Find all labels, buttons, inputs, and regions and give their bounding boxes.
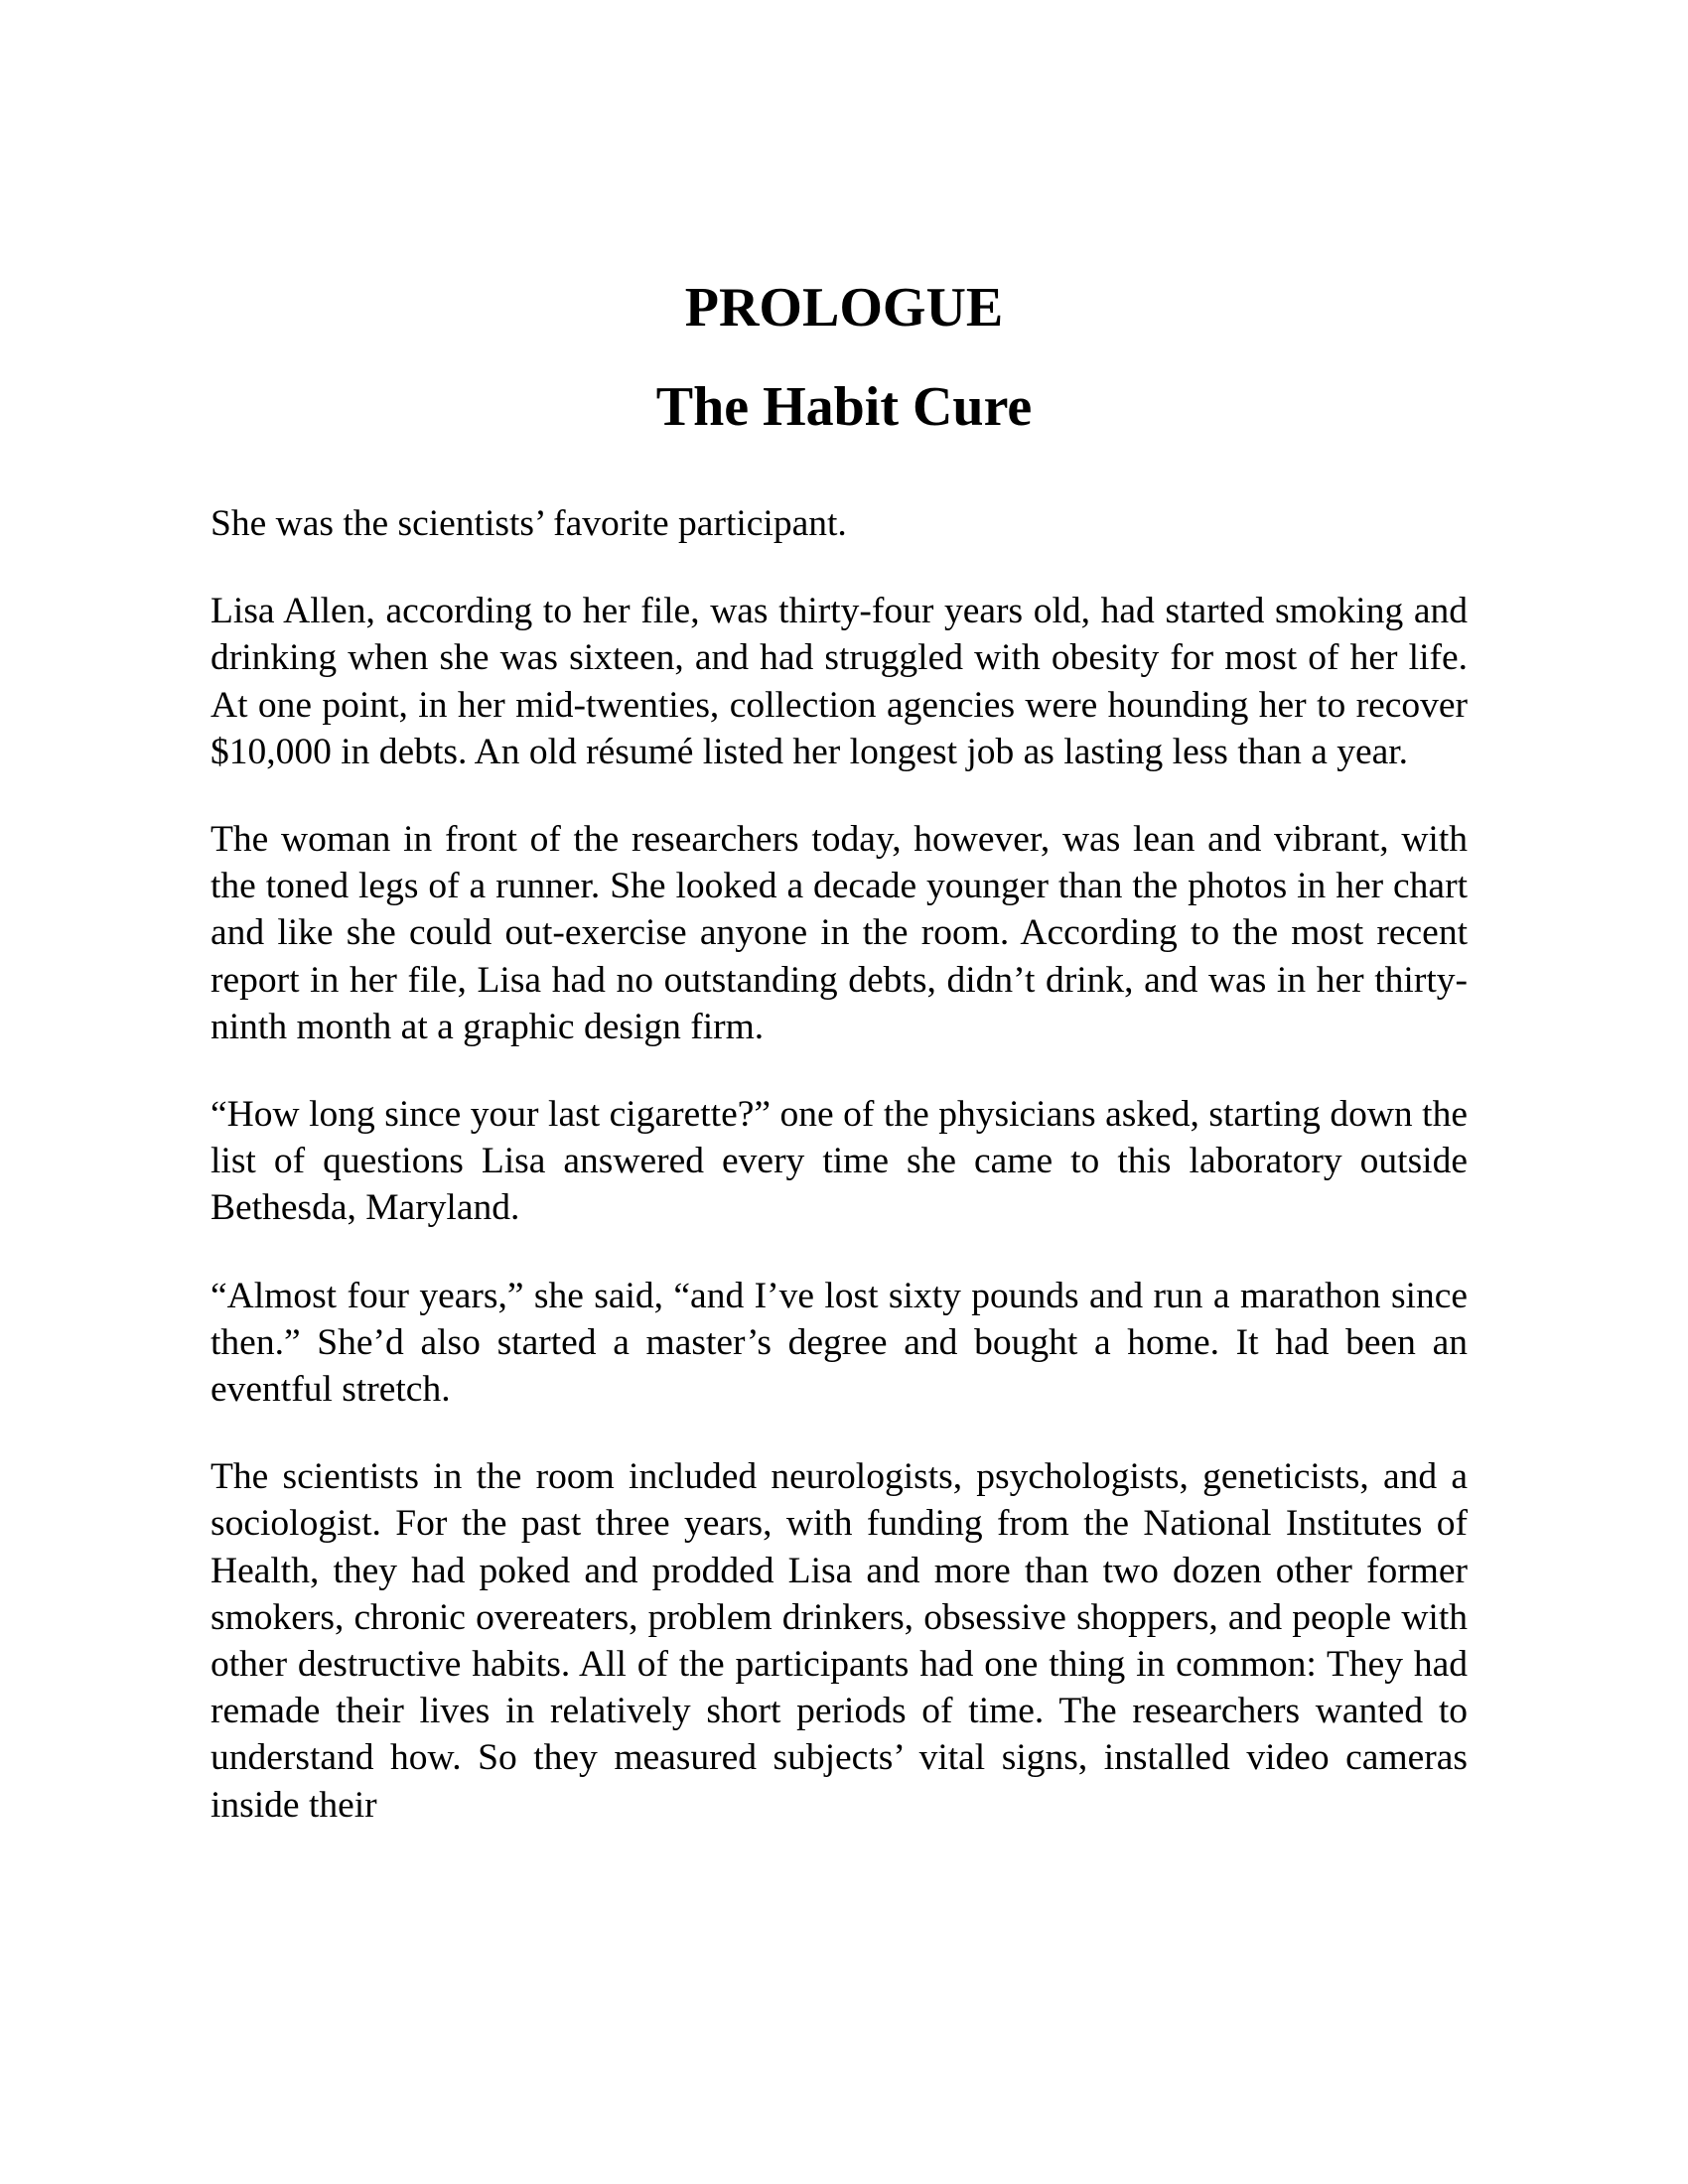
chapter-label: PROLOGUE — [684, 277, 1004, 339]
paragraph: She was the scientists’ favorite participant. — [211, 503, 847, 544]
body-text — [211, 500, 1468, 1869]
chapter-title: The Habit Cure — [655, 376, 1033, 438]
paragraph: The scientists in the room included neurologists, psychologists, geneticists, and a sociologist. For the past three years, with funding from the National Institutes of Health, they had poked and prodded Lisa and more than two dozen other former smokers, chronic overeaters, problem drinkers, obsessive shoppers, and people with other destructive habits. All of the participants had one thing in common: They had remade their lives in relatively short periods of time. The researchers wanted to understand how. So they measured subjects’ vital signs, installed video cameras inside their — [211, 1456, 1468, 1826]
paragraph: “Almost four years,” she said, “and I’ve lost sixty pounds and run a marathon since then.” She’d also started a master’s degree and bought a home. It had been an eventful stretch. — [211, 1275, 1468, 1411]
paragraph: The woman in front of the researchers today, however, was lean and vibrant, with the toned legs of a runner. She looked a decade younger than the photos in her chart and like she could out-exercise anyone in the room. According to the most recent report in her file, Lisa had no outstanding debts, didn’t drink, and was in her thirty-ninth month at a graphic design firm. — [211, 819, 1468, 1047]
paragraph: “How long since your last cigarette?” one of the physicians asked, starting down the list of questions Lisa answered every time she came to this laboratory outside Bethesda, Maryland. — [211, 1094, 1468, 1229]
paragraph: Lisa Allen, according to her file, was thirty-four years old, had started smoking and drinking when she was sixteen, and had struggled with obesity for most of her life. At one point, in her mid-twenties, collection agencies were hounding her to recover $10,000 in debts. An old résumé listed her longest job as lasting less than a year. — [211, 591, 1468, 772]
